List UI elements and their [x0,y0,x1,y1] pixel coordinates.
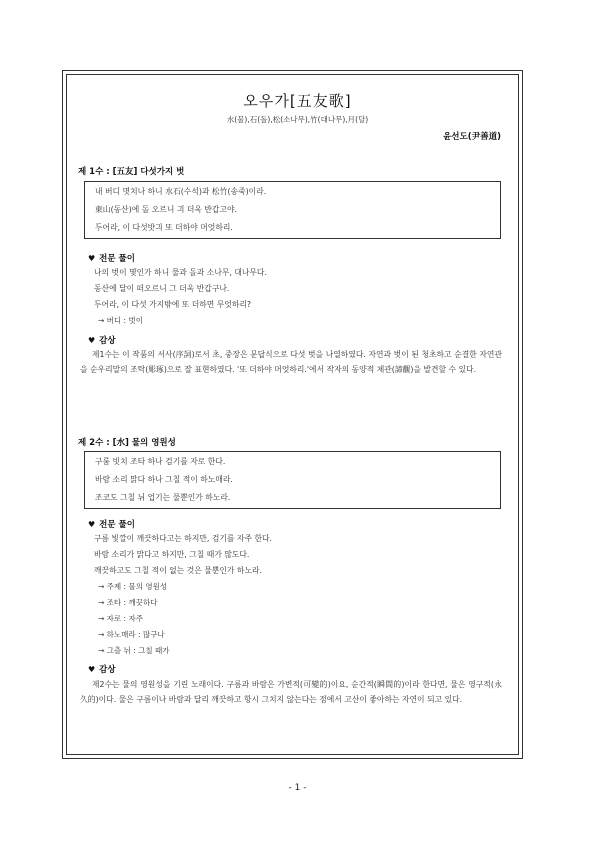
note-line: → 그츨 뉘 : 그칠 때가 [98,646,170,655]
section1-translation-heading [88,252,135,264]
section1-poem-box [84,181,501,239]
section1-appreciation: 제1수는 이 작품의 서사(序詞)로서 초, 중장은 문답식으로 다섯 벗을 나열하였다. 자연과 벗이 된 청초하고 순결한 자연관을 순우리말의 조탁(彫琢)으로 잘 표현하였다. '또 더하야 머엇하리.'에서 작자의 동양적 체관(諦觀)을 발견할 수 있다. [80,350,502,374]
note-line: → 자로 : 자주 [98,614,143,623]
translation-line: 깨끗하고도 그칠 적이 없는 것은 물뿐인가 하노라. [94,566,262,575]
heart-icon: ♥ [88,254,96,263]
document-title: 오우가[五友歌] [243,92,352,110]
heart-icon: ♥ [88,336,96,345]
section2-translation-heading-label: 전문 풀이 [99,520,135,530]
translation-line: 구름 빛깔이 깨끗하다고는 하지만, 검기를 자주 한다. [94,534,272,543]
poem-line: 두어라, 이 다섯밧긔 또 더하야 머엇하리. [95,223,233,232]
poem-line: 구룸 빗치 조타 하나 검기를 자로 한다. [95,457,226,466]
note-line: → 조타 : 깨끗하다 [98,598,158,607]
section2-heading: 제 2수 : [水] 물의 영원성 [78,438,176,448]
author: 윤선도(尹善道) [443,132,501,142]
heart-icon: ♥ [88,665,96,674]
poem-line: 내 버디 몃치나 하니 水石(수석)과 松竹(송죽)이라. [95,187,267,196]
section2-translation-heading [88,518,135,530]
section1-appreciation-heading [88,334,116,346]
translation-line: 바람 소리가 맑다고 하지만, 그칠 때가 많도다. [94,550,250,559]
poem-line: 바람 소리 맑다 하나 그칠 적이 하노매라. [95,475,233,484]
heart-icon: ♥ [88,520,96,529]
section2-appreciation-heading-label: 감상 [99,665,116,675]
translation-line: 나의 벗이 몇인가 하니 물과 돌과 소나무, 대나무다. [94,268,267,277]
poem-line: 東山(동산)에 돌 오르니 긔 더욱 반갑고야. [95,205,237,214]
note-line: → 버디 : 벗이 [98,316,143,325]
translation-line: 동산에 달이 떠오르니 그 더욱 반갑구나. [94,284,230,293]
poem-line: 조코도 그칠 뉘 업기는 물뿐인가 하노라. [95,493,231,502]
section2-appreciation: 제2수는 물의 영원성을 기린 노래이다. 구름과 바람은 가변적(可變的)이요, 순간적(瞬間的)이라 한다면, 물은 영구적(永久的)이다. 물은 구름이나 바람과 달리 깨끗하고 항시 그치지 않는다는 점에서 고산이 좋아하는 자연이 되고 있다. [80,680,502,704]
translation-line: 두어라, 이 다섯 가지밖에 또 더하면 무엇하리? [94,300,252,309]
page-number: - 1 - [288,783,307,793]
document-subtitle: 水(물),石(돌),松(소나무),竹(대나무),月(달) [226,115,369,124]
note-line: → 하노매라 : 많구나 [98,630,165,639]
section1-translation-heading-label: 전문 풀이 [99,254,135,264]
section2-appreciation-heading [88,663,116,675]
section1-heading: 제 1수 : [五友] 다섯가지 벗 [78,167,185,177]
note-line: → 주제 : 물의 영원성 [98,582,168,591]
section1-appreciation-heading-label: 감상 [99,336,116,346]
section2-poem-box [84,451,501,509]
